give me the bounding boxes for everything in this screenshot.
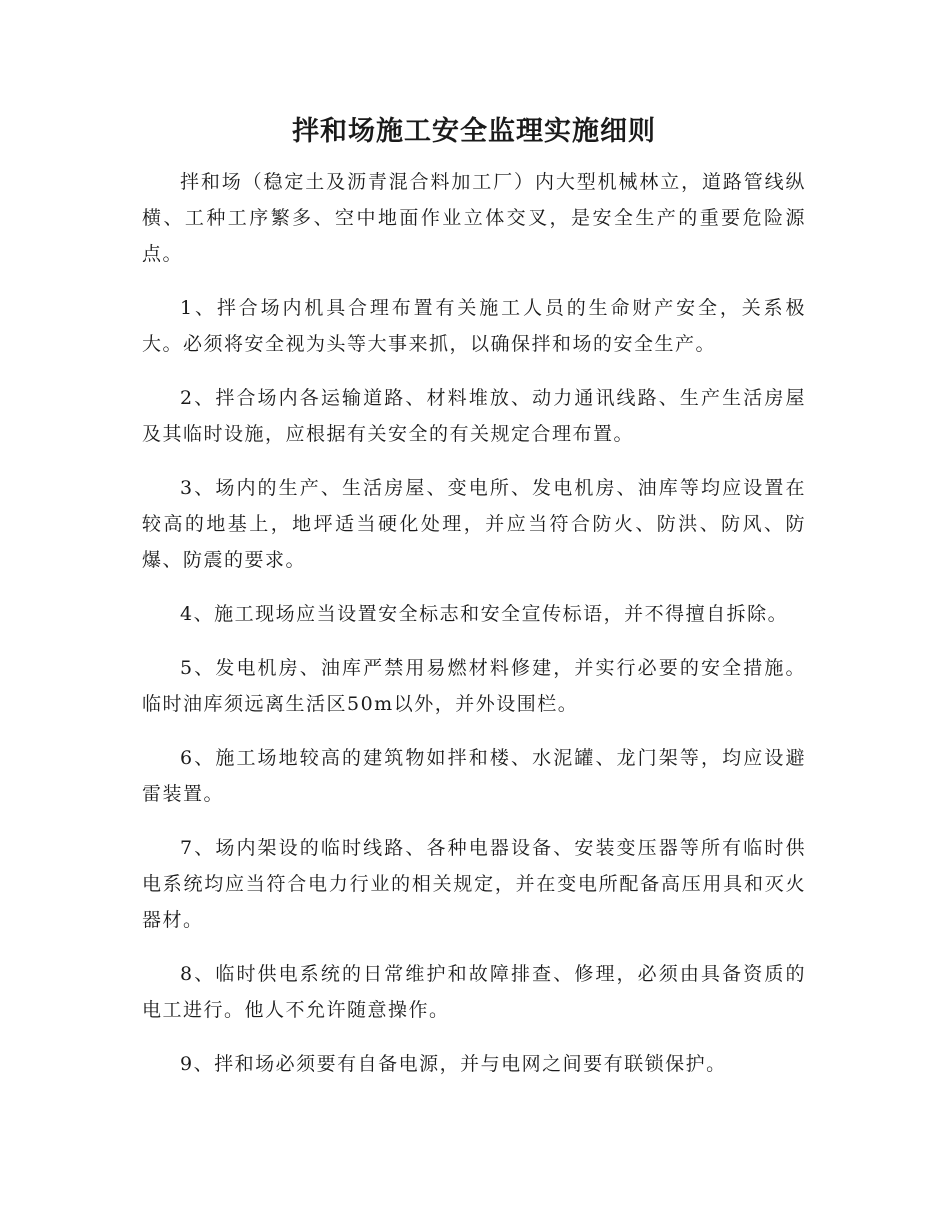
document-page (142, 112, 806, 1100)
clause-3: 3、场内的生产、生活房屋、变电所、发电机房、油库等均应设置在较高的地基上，地坪适当硬化处理，并应当符合防火、防洪、防风、防爆、防震的要求。 (142, 477, 806, 571)
document-title: 拌和场施工安全监理实施细则 (292, 116, 656, 147)
clause-5: 5、发电机房、油库严禁用易燃材料修建，并实行必要的安全措施。临时油库须远离生活区50m以外，并外设围栏。 (142, 657, 806, 715)
clause-7: 7、场内架设的临时线路、各种电器设备、安装变压器等所有临时供电系统均应当符合电力行业的相关规定，并在变电所配备高压用具和灭火器材。 (142, 837, 806, 931)
clause-1: 1、拌合场内机具合理布置有关施工人员的生命财产安全，关系极大。必须将安全视为头等大事来抓，以确保拌和场的安全生产。 (142, 297, 806, 355)
clause-6: 6、施工场地较高的建筑物如拌和楼、水泥罐、龙门架等，均应设避雷装置。 (142, 747, 806, 805)
clause-9: 9、拌和场必须要有自备电源，并与电网之间要有联锁保护。 (180, 1053, 727, 1075)
clause-2: 2、拌合场内各运输道路、材料堆放、动力通讯线路、生产生活房屋及其临时设施，应根据有关安全的有关规定合理布置。 (142, 387, 806, 445)
clause-8: 8、临时供电系统的日常维护和故障排查、修理，必须由具备资质的电工进行。他人不允许随意操作。 (142, 963, 806, 1021)
intro-paragraph: 拌和场（稳定土及沥青混合料加工厂）内大型机械林立，道路管线纵横、工种工序繁多、空中地面作业立体交叉，是安全生产的重要危险源点。 (142, 171, 806, 265)
clause-4: 4、施工现场应当设置安全标志和安全宣传标语，并不得擅自拆除。 (180, 603, 789, 625)
